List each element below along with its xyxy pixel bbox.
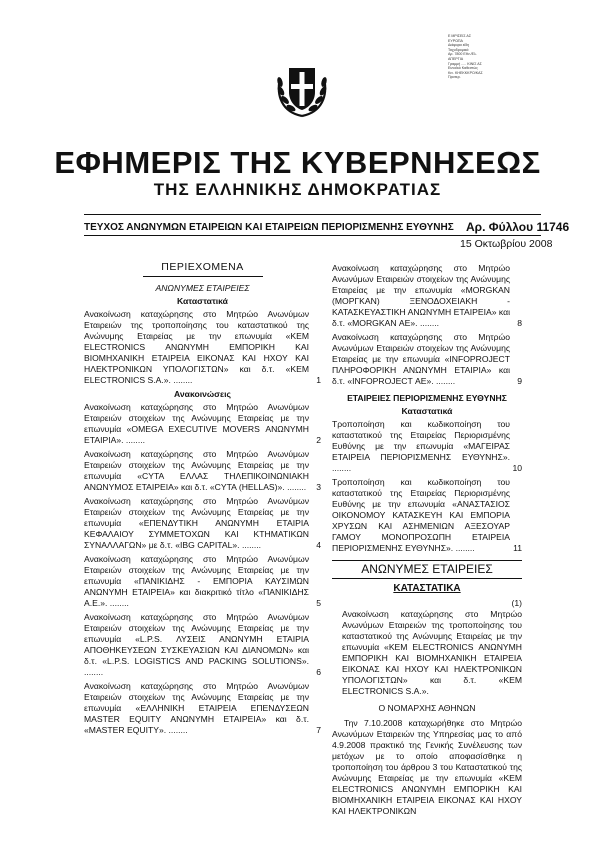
gazette-title: ΕΦΗΜΕΡΙΣ ΤΗΣ ΚΥΒΕΡΝΗΣΕΩΣ — [54, 145, 541, 180]
toc-leader-dots: ........ — [173, 375, 193, 385]
stamp-line: Διάφορα είδη — [448, 43, 470, 48]
toc-entry-text: Ανακοίνωση καταχώρησης στο Μητρώο Ανωνύμων Εταιρειών στοιχείων της Ανώνυμης Εταιρείας με την επωνυμία «OMEGA EXECUTIVE MOVERS ΑΝΩΝΥΜΗ ΕΤΑΙΡΙΑ». — [84, 402, 309, 445]
body-paragraph: Την 7.10.2008 καταχωρήθηκε στο Μητρώο Ανωνύμων Εταιρειών της Υπηρεσίας μας το από 4.9.2008 πρακτικό της Γενικής Συνέλευσης των μετόχων με το οποίο αποφασίσθηκε η τροποποίηση του άρθρου 3 του Καταστατικού της Ανώνυμης Εταιρείας με την επωνυμία «ΚΕΜ ELECTRONICS ΑΝΩΝΥΜΗ ΕΜΠΟΡΙΚΗ ΚΑΙ ΒΙΟΜΗΧΑΝΙΚΗ ΕΤΑΙΡΕΙΑ ΕΙΚΟΝΑΣ ΚΑΙ ΗΧΟΥ ΚΑΙ ΗΛΕΚΤΡΟΝΙΚΩΝ — [332, 718, 522, 816]
toc-page-number: 9 — [517, 376, 522, 386]
toc-entry-text: Ανακοίνωση καταχώρησης στο Μητρώο Ανωνύμων Εταιρειών στοιχείων της Ανώνυμης Εταιρείας με την επωνυμία «ΠΑΝΙΚΙΔΗΣ - ΕΜΠΟΡΙΑ ΚΑΥΣΙΜΩΝ ΑΝΩΝΥΜΗ ΕΤΑΙΡΕΙΑ» και διακριτικό τίτλο «ΠΑΝΙΚΙΔΗΣ Α.Ε.». — [84, 554, 309, 608]
toc-sub-statutes-ltd: Καταστατικά — [401, 406, 453, 416]
toc-leader-dots: ........ — [287, 482, 307, 492]
toc-sub-announcements: Ανακοινώσεις — [174, 389, 231, 399]
stamp-line: Γραμμή ..... ΚΙΝΙΣ ΑΣ — [448, 61, 482, 66]
toc-entry-text: Τροποποίηση και κωδικοποίηση του καταστατικού της Εταιρείας Περιορισμένης Ευθύνης με την επωνυμία «ΑΝΑΣΤΑΣΙΟΣ ΟΙΚΟΝΟΜΟΥ ΚΑΤΑΣΚΕΥΗ ΚΑΙ ΕΜΠΟΡΙΑ ΧΡΥΣΩΝ ΚΑΙ ΑΣΗΜΕΝΙΩΝ ΑΞΕΣΟΥΑΡ ΓΑΜΟΥ ΜΟΝΟΠΡΟΣΩΠΗ ΕΤΑΙΡΕΙΑ ΠΕΡΙΟΡΙΣΜΕΝΗΣ ΕΥΘΥΝΗΣ». — [332, 477, 510, 553]
toc-right-column — [332, 262, 522, 817]
header-rule-top — [84, 214, 541, 215]
toc-leader-dots: ........ — [168, 725, 188, 735]
toc-entry[interactable] — [84, 681, 321, 736]
body-section-heading: ΑΝΩΝΥΜΕΣ ΕΤΑΙΡΕΙΕΣ — [332, 560, 522, 579]
stamp-line: Προτερ. — [448, 75, 461, 80]
issue-series: ΤΕΥΧΟΣ ΑΝΩΝΥΜΩΝ ΕΤΑΙΡΕΙΩΝ ΚΑΙ ΕΤΑΙΡΕΙΩΝ ΠΕΡΙΟΡΙΣΜΕΝΗΣ ΕΥΘΥΝΗΣ — [84, 222, 454, 233]
toc-leader-dots: ........ — [241, 540, 262, 550]
stamp-line: Ευνοϊκό Καθεστώς — [448, 66, 478, 71]
toc-list-ltd — [332, 419, 522, 554]
item-number: (1) — [511, 598, 522, 608]
toc-entry[interactable] — [84, 449, 321, 493]
toc-left-column — [84, 262, 321, 739]
stamp-line: ΑΠΕΡΓΙΑ — [448, 56, 464, 61]
toc-entry[interactable] — [84, 496, 321, 551]
toc-entry-text: Ανακοίνωση καταχώρησης στο Μητρώο Ανωνύμων Εταιρειών στοιχείων της Ανώνυμης Εταιρείας με την επωνυμία «L.P.S. ΛΥΣΕΙΣ ΑΝΩΝΥΜΗ ΕΤΑΙΡΙΑ ΑΠΟΘΗΚΕΥΣΕΩΝ ΣΥΣΚΕΥΑΣΙΩΝ ΚΑΙ ΔΙΑΝΟΜΩΝ» και δ.τ. «L.P.S. LOGISTICS AND PACKING SOLUTIONS». — [84, 612, 309, 666]
toc-sub-statutes: Καταστατικά — [177, 296, 228, 306]
toc-leader-dots: ........ — [109, 598, 129, 608]
toc-page-number: 6 — [316, 667, 321, 677]
stamp-line: Κιν. ΚΗΕΚΚΚΡΟ/ΚΑΣ — [448, 70, 483, 75]
toc-list-statutes — [84, 309, 321, 386]
body-sub-heading: ΚΑΤΑΣΤΑΤΙΚΑ — [393, 583, 461, 594]
toc-leader-dots: ........ — [84, 667, 104, 677]
toc-page-number: 5 — [316, 598, 321, 608]
issue-number: Αρ. Φύλλου 11746 — [466, 220, 570, 234]
coat-of-arms-icon — [274, 58, 330, 120]
issue-date: 15 Οκτωβρίου 2008 — [460, 238, 553, 250]
toc-page-number: 8 — [517, 318, 522, 328]
toc-entry-text: Ανακοίνωση καταχώρησης στο Μητρώο Ανωνύμων Εταιρειών στοιχείων της Ανώνυμης Εταιρείας με την επωνυμία «MORGKAN (ΜΟΡΓΚΑΝ) ΞΕΝΟΔΟΧΕΙΑΚΗ - ΚΑΤΑΣΚΕΥΑΣΤΙΚΗ ΑΝΩΝΥΜΗ ΕΤΑΙΡΕΙΑ» και δ.τ. «MORGKAN ΑΕ». — [332, 263, 510, 328]
stamp-line: Ταχυδρομικά — [448, 47, 469, 52]
toc-entry[interactable] — [332, 263, 522, 329]
toc-entry[interactable] — [84, 309, 321, 386]
toc-leader-dots: ........ — [332, 463, 352, 473]
toc-page-number: 1 — [316, 375, 321, 385]
toc-entry[interactable] — [332, 477, 522, 554]
toc-heading: ΠΕΡΙΕΧΟΜΕΝΑ — [143, 262, 263, 277]
toc-section-ltd: ΕΤΑΙΡΕΙΕΣ ΠΕΡΙΟΡΙΣΜΕΝΗΣ ΕΥΘΥΝΗΣ — [347, 393, 507, 403]
header-rule-bottom — [84, 235, 541, 236]
toc-entry-text: Ανακοίνωση καταχώρησης στο Μητρώο Ανωνύμων Εταιρειών στοιχείων της Ανώνυμης Εταιρείας με την επωνυμία «CYTA ΕΛΛΑΣ ΤΗΛΕΠΙΚΟΙΝΩΝΙΑΚΗ ΑΝΩΝΥΜΟΣ ΕΤΑΙΡΕΙΑ» και δ.τ. «CYTA (HELLAS)». — [84, 449, 309, 492]
toc-entry-text: Ανακοίνωση καταχώρησης στο Μητρώο Ανωνύμων Εταιρειών στοιχείων της Ανώνυμης Εταιρείας με την επωνυμία «INFOPROJECT ΠΛΗΡΟΦΟΡΙΚΗ ΑΝΩΝΥΜΗ ΕΤΑΙΡΙΑ» και δ.τ. «INFOPROJECT ΑΕ». — [332, 332, 510, 386]
toc-entry[interactable] — [84, 554, 321, 609]
toc-entry[interactable] — [332, 332, 522, 387]
toc-page-number: 4 — [316, 540, 321, 550]
gazette-subtitle: ΤΗΣ ΕΛΛΗΝΙΚΗΣ ΔΗΜΟΚΡΑΤΙΑΣ — [153, 180, 442, 199]
toc-page-number: 3 — [316, 482, 321, 492]
toc-page-number: 7 — [316, 725, 321, 735]
toc-entry-text: Τροποποίηση και κωδικοποίηση του καταστατικού της Εταιρείας Περιορισμένης Ευθύνης με την επωνυμία «ΜΑΓΕΙΡΑΣ ΕΤΑΙΡΕΙΑ ΠΕΡΙΟΡΙΣΜΕΝΗΣ ΕΥΘΥΝΗΣ». — [332, 419, 510, 462]
toc-entry[interactable] — [84, 612, 321, 678]
toc-leader-dots: ........ — [436, 376, 456, 386]
toc-page-number: 11 — [513, 543, 522, 553]
toc-entry[interactable] — [84, 402, 321, 446]
postal-stamp — [448, 34, 508, 80]
stamp-line: ΕΥΡΩΠΑ — [448, 38, 463, 43]
authority-line: Ο ΝΟΜΑΡΧΗΣ ΑΘΗΝΩΝ — [378, 703, 476, 713]
stamp-line: Αρ. 7800 Εθν./Ελ. — [448, 52, 477, 57]
toc-list-announcements — [84, 402, 321, 736]
toc-page-number: 2 — [316, 435, 321, 445]
toc-list-right-top — [332, 263, 522, 387]
toc-entry-text: Ανακοίνωση καταχώρησης στο Μητρώο Ανωνύμων Εταιρειών στοιχείων της Ανώνυμης Εταιρείας με την επωνυμία «ΕΠΕΝΔΥΤΙΚΗ ΑΝΩΝΥΜΗ ΕΤΑΙΡΙΑ ΚΕΦΑΛΑΙΟΥ ΣΥΜΜΕΤΟΧΩΝ ΚΑΙ ΚΤΗΜΑΤΙΚΩΝ ΣΥΝΑΛΛΑΓΩΝ» με δ.τ. «IBG CAPITAL». — [84, 496, 309, 550]
toc-entry-text: Ανακοίνωση καταχώρησης στο Μητρώο Ανωνύμων Εταιρειών στοιχείων της Ανώνυμης Εταιρείας με την επωνυμία «ΕΛΛΗΝΙΚΗ ΕΤΑΙΡΕΙΑ ΕΠΕΝΔΥΣΕΩΝ MASTER EQUITY ΑΝΩΝΥΜΗ ΕΤΑΙΡΕΙΑ» και δ.τ. «MASTER EQUITY». — [84, 681, 309, 735]
toc-leader-dots: ........ — [125, 435, 145, 445]
toc-entry-text: Ανακοίνωση καταχώρησης στο Μητρώο Ανωνύμων Εταιρειών της τροποποίησης του καταστατικού της Ανώνυμης Εταιρείας με την επωνυμία «ΚΕΜ ELECTRONICS ΑΝΩΝΥΜΗ ΕΜΠΟΡΙΚΗ ΚΑΙ ΒΙΟΜΗΧΑΝΙΚΗ ΕΤΑΙΡΕΙΑ ΕΙΚΟΝΑΣ ΚΑΙ ΗΧΟΥ ΚΑΙ ΗΛΕΚΤΡΟΝΙΚΩΝ ΥΠΟΛΟΓΙΣΤΩΝ» και δ.τ. «ΚΕΜ ELECTRONICS S.A.». — [84, 309, 309, 385]
stamp-line: Ε ΜΡΙΣΕΙΣ ΑΣ — [448, 34, 472, 38]
toc-page-number: 10 — [512, 463, 522, 473]
toc-entry[interactable] — [332, 419, 522, 474]
toc-leader-dots: ........ — [419, 318, 440, 328]
toc-leader-dots: ........ — [455, 543, 475, 553]
toc-section-heading: ΑΝΩΝΥΜΕΣ ΕΤΑΙΡΕΙΕΣ — [155, 283, 250, 293]
announcement-text: Ανακοίνωση καταχώρησης στο Μητρώο Ανωνύμων Εταιρειών της τροποποίησης του καταστατικού της Ανώνυμης Εταιρείας με την επωνυμία «ΚΕΜ ELECTRONICS ΑΝΩΝΥΜΗ ΕΜΠΟΡΙΚΗ ΚΑΙ ΒΙΟΜΗΧΑΝΙΚΗ ΕΤΑΙΡΕΙΑ ΕΙΚΟΝΑΣ ΚΑΙ ΗΧΟΥ ΚΑΙ ΗΛΕΚΤΡΟΝΙΚΩΝ ΥΠΟΛΟΓΙΣΤΩΝ» και δ.τ. «ΚΕΜ ELECTRONICS S.A.». — [342, 609, 522, 696]
